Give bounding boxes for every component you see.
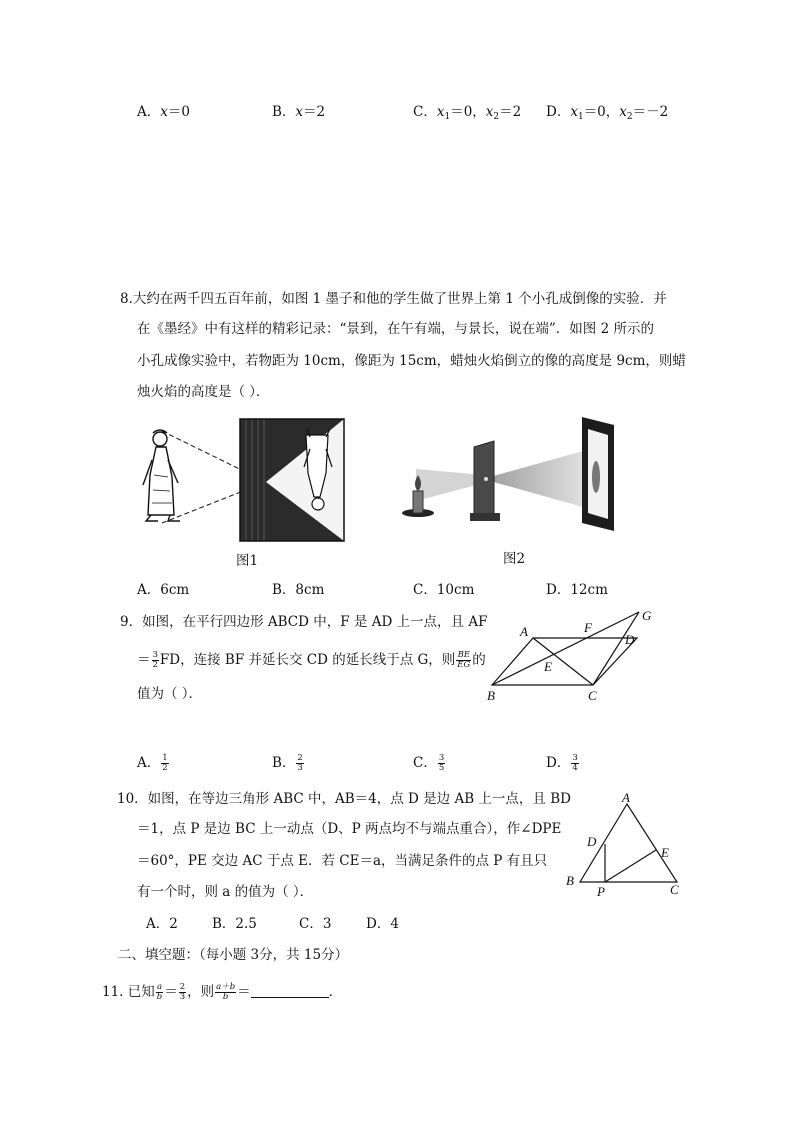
q10-label-c: C	[670, 882, 679, 897]
q10-figure-triangle	[560, 790, 690, 898]
q8-figure-1-caption: 图1	[236, 553, 259, 569]
q11-line: 11. 已知 $\frac{a}{b}$ ＝ $\frac{2}{3}$ ，则 $\frac{a+b}{b}$ ＝ ．	[102, 982, 343, 1002]
q8-line-1: 8.大约在两千四五百年前，如图 1 墨子和他的学生做了世界上第 1 个小孔成倒像的实验．并	[120, 291, 667, 307]
q9-figure-parallelogram	[484, 606, 664, 702]
figure2-screen	[582, 417, 614, 531]
q7-option-a: A．x＝0	[137, 104, 190, 120]
section-2-title: 二、填空题：（每小题 3分，共 15分）	[118, 947, 349, 963]
q10-option-b: B．2.5	[212, 916, 257, 932]
figure1-person	[143, 430, 180, 521]
q10-option-d: D．4	[366, 916, 399, 932]
q10-label-d: D	[587, 834, 597, 849]
q8-line-3: 小孔成像实验中，若物距为 10cm，像距为 15cm，蜡烛火焰倒立的像的高度是 9cm，则蜡	[137, 353, 686, 369]
q7-option-d: D．$x_1=0$，$x_2=-2$	[546, 104, 669, 122]
q10-line-2: ＝1，点 P 是边 BC 上一动点（D、P 两点均不与端点重合），作∠DPE	[137, 821, 562, 837]
q10-line-4: 有一个时，则 a 的值为（ ）．	[137, 884, 314, 900]
q10-label-b: B	[566, 873, 574, 888]
q10-segment-pe	[605, 850, 656, 882]
q9-parallelogram	[492, 638, 637, 685]
q9-option-a: A． $\frac{1}{2}$	[137, 753, 168, 773]
q8-figure-2-caption: 图2	[503, 551, 526, 567]
q9-diagonal-ac	[533, 638, 593, 685]
q8-option-a: A．6cm	[137, 582, 190, 598]
q8-option-d: D．12cm	[546, 582, 608, 598]
q10-line-1: 10．如图，在等边三角形 ABC 中，AB＝4，点 D 是边 AB 上一点，且 BD	[117, 791, 571, 807]
q9-label-a: A	[520, 624, 528, 639]
q7-option-c: C．$x_1=0$，$x_2=2$	[413, 104, 522, 122]
q8-line-2: 在《墨经》中有这样的精彩记录：“景到，在午有端，与景长，说在端”．如图 2 所示的	[137, 321, 654, 337]
q9-label-e: E	[544, 659, 552, 674]
q9-label-f: F	[584, 620, 592, 635]
q9-line-2: ＝ $\frac{3}{2}$ FD，连接 BF 并延长交 CD 的延长线于点 G，则 $\frac{BE}{EG}$ 的	[137, 650, 486, 670]
q9-option-d: D． $\frac{3}{4}$	[546, 753, 578, 773]
q7-option-b: B．x＝2	[272, 104, 326, 120]
q9-label-d: D	[625, 632, 635, 647]
q9-label-g: G	[642, 608, 652, 623]
q10-label-e: E	[661, 845, 669, 860]
q9-label-b: B	[487, 688, 495, 702]
q10-line-3: ＝60°，PE 交边 AC 于点 E．若 CE＝a，当满足条件的点 P 有且只	[137, 853, 548, 869]
q11-answer-blank[interactable]	[251, 983, 329, 998]
q10-label-a: A	[622, 790, 630, 805]
q9-option-c: C． $\frac{3}{5}$	[413, 753, 445, 773]
figure2-beam-right	[490, 449, 590, 509]
q9-line-3: 值为（ ）．	[137, 686, 203, 702]
q10-label-p: P	[597, 884, 605, 898]
q10-option-c: C．3	[299, 916, 332, 932]
q9-option-b: B． $\frac{2}{3}$	[272, 753, 303, 773]
q9-label-c: C	[588, 688, 597, 702]
q8-line-4: 烛火焰的高度是（ ）．	[137, 384, 270, 400]
q8-figure-1	[138, 415, 348, 545]
q10-option-a: A．2	[146, 916, 178, 932]
q8-option-c: C．10cm	[413, 582, 475, 598]
q9-line-bg	[492, 612, 639, 685]
q8-figure-2	[398, 413, 620, 533]
q8-option-b: B．8cm	[272, 582, 325, 598]
q9-line-1: 9．如图，在平行四边形 ABCD 中，F 是 AD 上一点，且 AF	[120, 614, 488, 630]
